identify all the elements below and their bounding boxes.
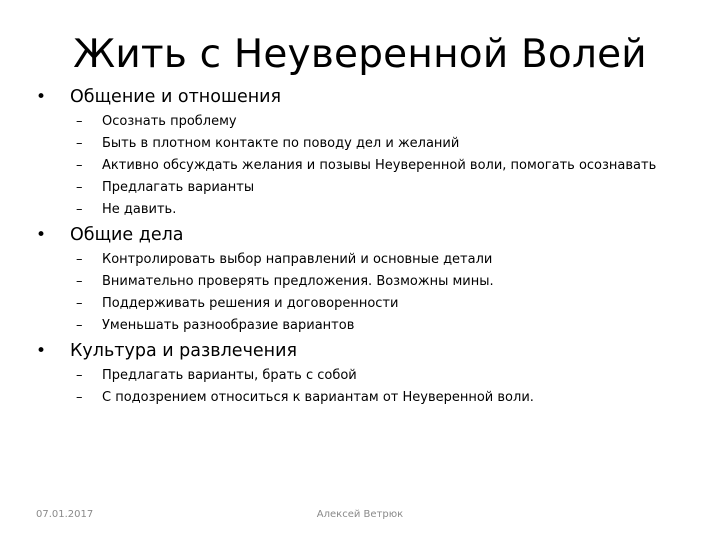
bullet-icon: • (36, 225, 47, 245)
list-item (36, 390, 696, 406)
section-shared-affairs (36, 224, 696, 334)
footer-date: 07.01.2017 (36, 509, 94, 520)
list-item (36, 274, 696, 290)
list-item-text: Поддерживать решения и договоренности (102, 296, 399, 311)
dash-icon: – (76, 368, 83, 383)
list-item (36, 136, 696, 152)
bullet-heading (36, 340, 696, 362)
list-item (36, 180, 696, 196)
list-item-text: Не давить. (102, 202, 177, 217)
list-item (36, 318, 696, 334)
dash-icon: – (76, 158, 83, 173)
dash-icon: – (76, 114, 83, 129)
list-item-text: Внимательно проверять предложения. Возможны мины. (102, 274, 494, 289)
section-heading: Культура и развлечения (70, 341, 298, 361)
dash-icon: – (76, 296, 83, 311)
sub-list (36, 114, 696, 218)
list-item (36, 368, 696, 384)
bullet-heading (36, 224, 696, 246)
section-heading: Общие дела (70, 225, 184, 245)
bullet-heading (36, 86, 696, 108)
list-item (36, 252, 696, 268)
slide-content (36, 86, 696, 412)
dash-icon: – (76, 318, 83, 333)
dash-icon: – (76, 390, 83, 405)
dash-icon: – (76, 202, 83, 217)
dash-icon: – (76, 274, 83, 289)
list-item (36, 114, 696, 130)
dash-icon: – (76, 252, 83, 267)
list-item-text: Уменьшать разнообразие вариантов (102, 318, 355, 333)
footer-author: Алексей Ветрюк (316, 509, 404, 520)
list-item-text: Осознать проблему (102, 114, 237, 129)
list-item-text: Контролировать выбор направлений и основные детали (102, 252, 493, 267)
bullet-icon: • (36, 341, 47, 361)
list-item-text: Предлагать варианты (102, 180, 255, 195)
slide-title: Жить с Неуверенной Волей (73, 32, 647, 77)
list-item-text: Быть в плотном контакте по поводу дел и желаний (102, 136, 460, 151)
list-item (36, 158, 696, 174)
list-item-text: Активно обсуждать желания и позывы Неуверенной воли, помогать осознавать (102, 158, 657, 173)
section-communication (36, 86, 696, 218)
list-item (36, 296, 696, 312)
section-heading: Общение и отношения (70, 87, 282, 107)
list-item-text: С подозрением относиться к вариантам от Неуверенной воли. (102, 390, 534, 405)
dash-icon: – (76, 180, 83, 195)
section-culture (36, 340, 696, 406)
dash-icon: – (76, 136, 83, 151)
list-item-text: Предлагать варианты, брать с собой (102, 368, 357, 383)
list-item (36, 202, 696, 218)
sub-list (36, 252, 696, 334)
sub-list (36, 368, 696, 406)
bullet-icon: • (36, 87, 47, 107)
